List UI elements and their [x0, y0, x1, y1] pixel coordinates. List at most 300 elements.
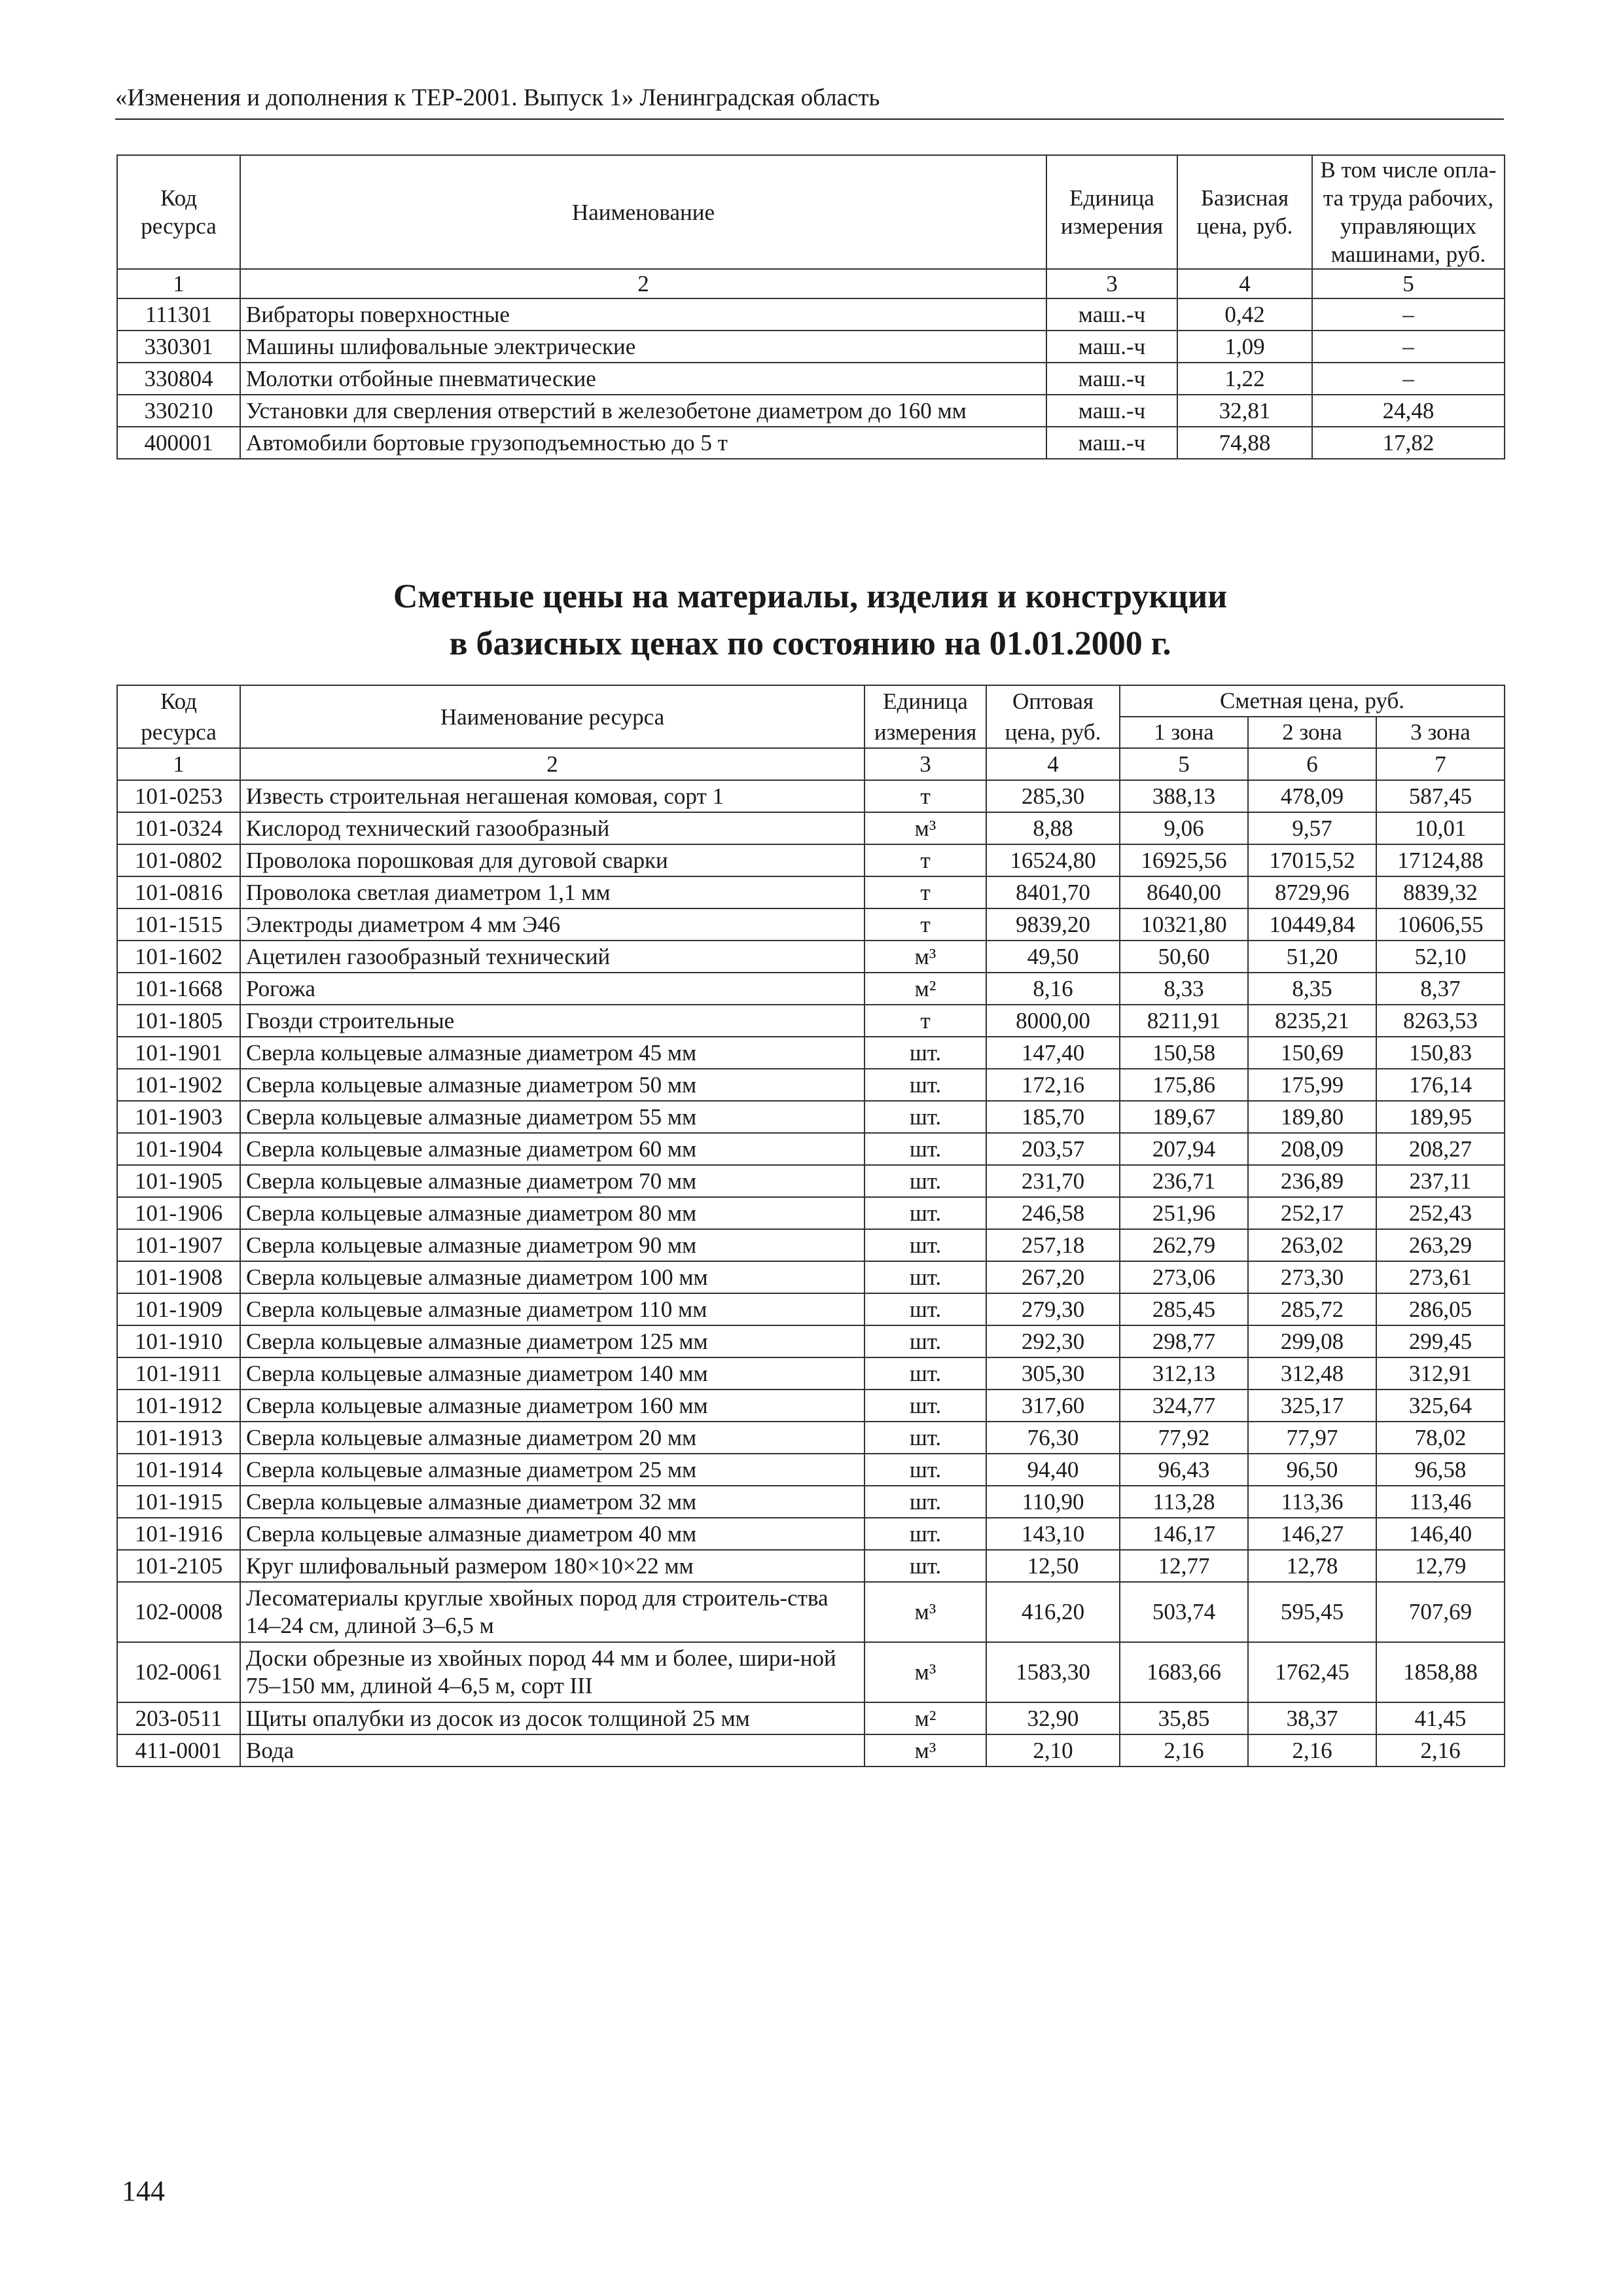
cell-code: 101-1901 — [117, 1037, 240, 1069]
cell-wholesale-price: 8,88 — [986, 812, 1120, 844]
table-row — [117, 973, 1505, 1005]
col-header-zone2: 2 зона — [1248, 717, 1376, 748]
cell-wholesale-price: 8,16 — [986, 973, 1120, 1005]
cell-name: Проволока порошковая для дуговой сварки — [240, 844, 865, 876]
cell-zone3-price: 299,45 — [1376, 1325, 1505, 1357]
cell-zone3-price: 10606,55 — [1376, 908, 1505, 941]
cell-zone1-price: 207,94 — [1120, 1133, 1248, 1165]
cell-unit: шт. — [865, 1325, 986, 1357]
cell-wholesale-price: 1583,30 — [986, 1642, 1120, 1702]
table-row — [117, 1069, 1505, 1101]
cell-zone1-price: 150,58 — [1120, 1037, 1248, 1069]
cell-zone2-price: 12,78 — [1248, 1550, 1376, 1582]
cell-unit: т — [865, 844, 986, 876]
cell-code: 101-1602 — [117, 941, 240, 973]
cell-name: Сверла кольцевые алмазные диаметром 20 мм — [240, 1422, 865, 1454]
cell-name: Лесоматериалы круглые хвойных пород для строитель-ства 14–24 см, длиной 3–6,5 м — [240, 1582, 865, 1642]
cell-unit: маш.-ч — [1046, 298, 1177, 331]
col-header-unit: Единица измерения — [865, 685, 986, 748]
cell-code: 101-1915 — [117, 1486, 240, 1518]
col-number: 5 — [1120, 748, 1248, 780]
cell-zone1-price: 8640,00 — [1120, 876, 1248, 908]
cell-zone1-price: 189,67 — [1120, 1101, 1248, 1133]
table-row — [117, 812, 1505, 844]
cell-zone3-price: 41,45 — [1376, 1702, 1505, 1734]
cell-zone2-price: 8,35 — [1248, 973, 1376, 1005]
cell-zone1-price: 298,77 — [1120, 1325, 1248, 1357]
col-header-estimate: Сметная цена, руб. — [1120, 685, 1505, 717]
cell-unit: шт. — [865, 1261, 986, 1293]
cell-unit: шт. — [865, 1550, 986, 1582]
cell-zone1-price: 251,96 — [1120, 1197, 1248, 1229]
table-row — [117, 331, 1505, 363]
col-number: 2 — [240, 269, 1046, 298]
cell-name: Сверла кольцевые алмазные диаметром 140 мм — [240, 1357, 865, 1390]
section-title — [116, 573, 1504, 668]
cell-name: Сверла кольцевые алмазные диаметром 160 мм — [240, 1390, 865, 1422]
cell-zone1-price: 50,60 — [1120, 941, 1248, 973]
table-row — [117, 844, 1505, 876]
table-row — [117, 941, 1505, 973]
cell-name: Круг шлифовальный размером 180×10×22 мм — [240, 1550, 865, 1582]
cell-zone3-price: 273,61 — [1376, 1261, 1505, 1293]
cell-zone3-price: 189,95 — [1376, 1101, 1505, 1133]
col-number: 6 — [1248, 748, 1376, 780]
cell-name: Автомобили бортовые грузоподъемностью до 5 т — [240, 427, 1046, 459]
table-row — [117, 1357, 1505, 1390]
cell-unit: маш.-ч — [1046, 331, 1177, 363]
cell-wholesale-price: 257,18 — [986, 1229, 1120, 1261]
cell-name: Машины шлифовальные электрические — [240, 331, 1046, 363]
table-row — [117, 1518, 1505, 1550]
cell-zone2-price: 299,08 — [1248, 1325, 1376, 1357]
cell-wholesale-price: 16524,80 — [986, 844, 1120, 876]
col-header-name: Наименование ресурса — [240, 685, 865, 748]
cell-zone2-price: 325,17 — [1248, 1390, 1376, 1422]
table-row — [117, 1165, 1505, 1197]
cell-labor-price: – — [1312, 331, 1505, 363]
cell-name: Молотки отбойные пневматические — [240, 363, 1046, 395]
cell-zone1-price: 2,16 — [1120, 1734, 1248, 1767]
cell-code: 101-1916 — [117, 1518, 240, 1550]
cell-zone2-price: 51,20 — [1248, 941, 1376, 973]
cell-zone1-price: 35,85 — [1120, 1702, 1248, 1734]
cell-zone3-price: 8839,32 — [1376, 876, 1505, 908]
cell-wholesale-price: 416,20 — [986, 1582, 1120, 1642]
table1-body — [117, 298, 1505, 459]
cell-zone1-price: 324,77 — [1120, 1390, 1248, 1422]
cell-unit: шт. — [865, 1229, 986, 1261]
cell-zone1-price: 273,06 — [1120, 1261, 1248, 1293]
cell-unit: шт. — [865, 1486, 986, 1518]
cell-base-price: 1,22 — [1177, 363, 1312, 395]
table-row — [117, 876, 1505, 908]
cell-code: 101-1910 — [117, 1325, 240, 1357]
table-row — [117, 427, 1505, 459]
cell-zone3-price: 286,05 — [1376, 1293, 1505, 1325]
cell-zone3-price: 252,43 — [1376, 1197, 1505, 1229]
table-row — [117, 1702, 1505, 1734]
cell-zone1-price: 96,43 — [1120, 1454, 1248, 1486]
cell-wholesale-price: 76,30 — [986, 1422, 1120, 1454]
machines-table — [116, 154, 1505, 459]
cell-code: 203-0511 — [117, 1702, 240, 1734]
table-row — [117, 1734, 1505, 1767]
col-number: 5 — [1312, 269, 1505, 298]
cell-unit: шт. — [865, 1357, 986, 1390]
cell-zone2-price: 285,72 — [1248, 1293, 1376, 1325]
cell-name: Электроды диаметром 4 мм Э46 — [240, 908, 865, 941]
table2-colnum-row — [117, 748, 1505, 780]
cell-zone2-price: 10449,84 — [1248, 908, 1376, 941]
table-row — [117, 1486, 1505, 1518]
table2-body — [117, 780, 1505, 1767]
cell-unit: т — [865, 876, 986, 908]
cell-unit: шт. — [865, 1390, 986, 1422]
col-header-wholesale: Оптовая цена, руб. — [986, 685, 1120, 748]
cell-zone2-price: 189,80 — [1248, 1101, 1376, 1133]
cell-zone2-price: 9,57 — [1248, 812, 1376, 844]
cell-zone2-price: 8729,96 — [1248, 876, 1376, 908]
cell-name: Ацетилен газообразный технический — [240, 941, 865, 973]
table-row — [117, 1325, 1505, 1357]
cell-zone1-price: 312,13 — [1120, 1357, 1248, 1390]
cell-zone1-price: 77,92 — [1120, 1422, 1248, 1454]
col-header-unit: Единица измерения — [1046, 155, 1177, 269]
table-row — [117, 1101, 1505, 1133]
cell-zone3-price: 237,11 — [1376, 1165, 1505, 1197]
cell-wholesale-price: 317,60 — [986, 1390, 1120, 1422]
cell-name: Доски обрезные из хвойных пород 44 мм и более, шири-ной 75–150 мм, длиной 4–6,5 м, сорт III — [240, 1642, 865, 1702]
cell-zone1-price: 8211,91 — [1120, 1005, 1248, 1037]
cell-zone3-price: 587,45 — [1376, 780, 1505, 812]
cell-zone3-price: 12,79 — [1376, 1550, 1505, 1582]
cell-code: 101-1912 — [117, 1390, 240, 1422]
col-number: 2 — [240, 748, 865, 780]
cell-zone3-price: 263,29 — [1376, 1229, 1505, 1261]
table-row — [117, 363, 1505, 395]
cell-base-price: 32,81 — [1177, 395, 1312, 427]
cell-code: 101-0816 — [117, 876, 240, 908]
col-number: 3 — [1046, 269, 1177, 298]
table-row — [117, 1582, 1505, 1642]
table-row — [117, 1229, 1505, 1261]
cell-zone3-price: 312,91 — [1376, 1357, 1505, 1390]
col-header-labor: В том числе опла-та труда рабочих, управляющих машинами, руб. — [1312, 155, 1505, 269]
col-header-code: Код ресурса — [117, 685, 240, 748]
cell-unit: шт. — [865, 1165, 986, 1197]
cell-wholesale-price: 12,50 — [986, 1550, 1120, 1582]
cell-unit: т — [865, 1005, 986, 1037]
cell-name: Сверла кольцевые алмазные диаметром 80 мм — [240, 1197, 865, 1229]
cell-zone2-price: 208,09 — [1248, 1133, 1376, 1165]
col-header-code: Код ресурса — [117, 155, 240, 269]
cell-unit: м² — [865, 1702, 986, 1734]
cell-code: 101-1914 — [117, 1454, 240, 1486]
cell-name: Сверла кольцевые алмазные диаметром 25 мм — [240, 1454, 865, 1486]
cell-zone3-price: 208,27 — [1376, 1133, 1505, 1165]
cell-code: 411-0001 — [117, 1734, 240, 1767]
cell-name: Рогожа — [240, 973, 865, 1005]
col-number: 1 — [117, 269, 240, 298]
table-row — [117, 1422, 1505, 1454]
cell-zone3-price: 707,69 — [1376, 1582, 1505, 1642]
cell-unit: шт. — [865, 1069, 986, 1101]
cell-zone3-price: 113,46 — [1376, 1486, 1505, 1518]
cell-name: Сверла кольцевые алмазные диаметром 32 мм — [240, 1486, 865, 1518]
cell-wholesale-price: 285,30 — [986, 780, 1120, 812]
cell-code: 101-1903 — [117, 1101, 240, 1133]
cell-name: Сверла кольцевые алмазные диаметром 45 мм — [240, 1037, 865, 1069]
table-row — [117, 1390, 1505, 1422]
cell-code: 101-1902 — [117, 1069, 240, 1101]
cell-name: Сверла кольцевые алмазные диаметром 110 мм — [240, 1293, 865, 1325]
section-title-line2: в базисных ценах по состоянию на 01.01.2000 г. — [449, 625, 1171, 662]
cell-zone2-price: 96,50 — [1248, 1454, 1376, 1486]
col-header-name: Наименование — [240, 155, 1046, 269]
table-row — [117, 1550, 1505, 1582]
cell-code: 102-0061 — [117, 1642, 240, 1702]
cell-zone2-price: 595,45 — [1248, 1582, 1376, 1642]
cell-wholesale-price: 32,90 — [986, 1702, 1120, 1734]
cell-zone1-price: 236,71 — [1120, 1165, 1248, 1197]
cell-zone1-price: 146,17 — [1120, 1518, 1248, 1550]
table-row — [117, 1261, 1505, 1293]
cell-zone2-price: 236,89 — [1248, 1165, 1376, 1197]
cell-unit: шт. — [865, 1197, 986, 1229]
cell-wholesale-price: 2,10 — [986, 1734, 1120, 1767]
cell-unit: м² — [865, 973, 986, 1005]
cell-code: 101-1904 — [117, 1133, 240, 1165]
cell-wholesale-price: 305,30 — [986, 1357, 1120, 1390]
cell-labor-price: – — [1312, 363, 1505, 395]
cell-zone2-price: 146,27 — [1248, 1518, 1376, 1550]
cell-code: 101-0253 — [117, 780, 240, 812]
cell-wholesale-price: 110,90 — [986, 1486, 1120, 1518]
cell-zone2-price: 77,97 — [1248, 1422, 1376, 1454]
cell-unit: шт. — [865, 1037, 986, 1069]
cell-unit: шт. — [865, 1293, 986, 1325]
page-number: 144 — [122, 2175, 165, 2207]
cell-unit: м³ — [865, 1582, 986, 1642]
cell-unit: м³ — [865, 941, 986, 973]
cell-name: Известь строительная негашеная комовая, сорт 1 — [240, 780, 865, 812]
cell-wholesale-price: 172,16 — [986, 1069, 1120, 1101]
col-number: 4 — [1177, 269, 1312, 298]
cell-unit: маш.-ч — [1046, 363, 1177, 395]
cell-wholesale-price: 8401,70 — [986, 876, 1120, 908]
cell-zone3-price: 10,01 — [1376, 812, 1505, 844]
cell-code: 101-1805 — [117, 1005, 240, 1037]
cell-name: Гвозди строительные — [240, 1005, 865, 1037]
cell-zone2-price: 273,30 — [1248, 1261, 1376, 1293]
cell-zone2-price: 17015,52 — [1248, 844, 1376, 876]
cell-unit: шт. — [865, 1518, 986, 1550]
cell-zone3-price: 325,64 — [1376, 1390, 1505, 1422]
cell-code: 101-1906 — [117, 1197, 240, 1229]
cell-name: Сверла кольцевые алмазные диаметром 55 мм — [240, 1101, 865, 1133]
cell-wholesale-price: 246,58 — [986, 1197, 1120, 1229]
cell-code: 330210 — [117, 395, 240, 427]
table-row — [117, 1642, 1505, 1702]
cell-zone1-price: 16925,56 — [1120, 844, 1248, 876]
cell-unit: м³ — [865, 1642, 986, 1702]
cell-code: 101-1907 — [117, 1229, 240, 1261]
cell-code: 101-0324 — [117, 812, 240, 844]
cell-zone1-price: 12,77 — [1120, 1550, 1248, 1582]
cell-wholesale-price: 49,50 — [986, 941, 1120, 973]
cell-code: 101-1908 — [117, 1261, 240, 1293]
cell-wholesale-price: 279,30 — [986, 1293, 1120, 1325]
cell-zone1-price: 503,74 — [1120, 1582, 1248, 1642]
cell-zone3-price: 52,10 — [1376, 941, 1505, 973]
cell-zone1-price: 262,79 — [1120, 1229, 1248, 1261]
cell-wholesale-price: 147,40 — [986, 1037, 1120, 1069]
cell-zone3-price: 78,02 — [1376, 1422, 1505, 1454]
cell-unit: шт. — [865, 1454, 986, 1486]
cell-base-price: 1,09 — [1177, 331, 1312, 363]
cell-unit: шт. — [865, 1133, 986, 1165]
cell-wholesale-price: 185,70 — [986, 1101, 1120, 1133]
running-header: «Изменения и дополнения к ТЕР-2001. Выпуск 1» Ленинградская область — [115, 84, 1504, 120]
cell-wholesale-price: 143,10 — [986, 1518, 1120, 1550]
cell-zone3-price: 146,40 — [1376, 1518, 1505, 1550]
cell-name: Сверла кольцевые алмазные диаметром 60 мм — [240, 1133, 865, 1165]
cell-zone2-price: 312,48 — [1248, 1357, 1376, 1390]
col-number: 4 — [986, 748, 1120, 780]
col-number: 1 — [117, 748, 240, 780]
cell-code: 400001 — [117, 427, 240, 459]
cell-zone1-price: 113,28 — [1120, 1486, 1248, 1518]
cell-code: 102-0008 — [117, 1582, 240, 1642]
cell-unit: м³ — [865, 1734, 986, 1767]
table-row — [117, 1005, 1505, 1037]
cell-name: Установки для сверления отверстий в железобетоне диаметром до 160 мм — [240, 395, 1046, 427]
cell-zone3-price: 17124,88 — [1376, 844, 1505, 876]
cell-code: 330804 — [117, 363, 240, 395]
cell-zone3-price: 176,14 — [1376, 1069, 1505, 1101]
table2-header-row — [117, 685, 1505, 717]
cell-code: 101-1905 — [117, 1165, 240, 1197]
cell-zone2-price: 175,99 — [1248, 1069, 1376, 1101]
cell-name: Вибраторы поверхностные — [240, 298, 1046, 331]
cell-unit: т — [865, 908, 986, 941]
cell-code: 101-1668 — [117, 973, 240, 1005]
table-row — [117, 1454, 1505, 1486]
cell-wholesale-price: 292,30 — [986, 1325, 1120, 1357]
cell-zone2-price: 38,37 — [1248, 1702, 1376, 1734]
cell-unit: шт. — [865, 1101, 986, 1133]
cell-zone2-price: 252,17 — [1248, 1197, 1376, 1229]
cell-code: 101-0802 — [117, 844, 240, 876]
cell-name: Проволока светлая диаметром 1,1 мм — [240, 876, 865, 908]
cell-code: 111301 — [117, 298, 240, 331]
cell-wholesale-price: 203,57 — [986, 1133, 1120, 1165]
cell-base-price: 0,42 — [1177, 298, 1312, 331]
cell-unit: маш.-ч — [1046, 395, 1177, 427]
cell-code: 330301 — [117, 331, 240, 363]
cell-zone1-price: 10321,80 — [1120, 908, 1248, 941]
cell-zone1-price: 8,33 — [1120, 973, 1248, 1005]
materials-table — [116, 685, 1505, 1767]
cell-name: Кислород технический газообразный — [240, 812, 865, 844]
cell-code: 101-1909 — [117, 1293, 240, 1325]
cell-zone3-price: 2,16 — [1376, 1734, 1505, 1767]
cell-zone3-price: 96,58 — [1376, 1454, 1505, 1486]
cell-labor-price: 24,48 — [1312, 395, 1505, 427]
cell-zone2-price: 113,36 — [1248, 1486, 1376, 1518]
cell-unit: шт. — [865, 1422, 986, 1454]
col-header-zone3: 3 зона — [1376, 717, 1505, 748]
table-row — [117, 780, 1505, 812]
cell-zone2-price: 478,09 — [1248, 780, 1376, 812]
cell-zone2-price: 263,02 — [1248, 1229, 1376, 1261]
cell-base-price: 74,88 — [1177, 427, 1312, 459]
cell-zone2-price: 1762,45 — [1248, 1642, 1376, 1702]
table-row — [117, 908, 1505, 941]
cell-zone3-price: 8263,53 — [1376, 1005, 1505, 1037]
cell-unit: маш.-ч — [1046, 427, 1177, 459]
table-row — [117, 1037, 1505, 1069]
cell-wholesale-price: 8000,00 — [986, 1005, 1120, 1037]
cell-code: 101-1515 — [117, 908, 240, 941]
table-row — [117, 1133, 1505, 1165]
cell-code: 101-1913 — [117, 1422, 240, 1454]
col-header-base-price: Базисная цена, руб. — [1177, 155, 1312, 269]
cell-name: Сверла кольцевые алмазные диаметром 100 мм — [240, 1261, 865, 1293]
cell-name: Сверла кольцевые алмазные диаметром 40 мм — [240, 1518, 865, 1550]
cell-zone3-price: 150,83 — [1376, 1037, 1505, 1069]
section-title-line1: Сметные цены на материалы, изделия и конструкции — [393, 578, 1228, 615]
cell-zone2-price: 2,16 — [1248, 1734, 1376, 1767]
table-row — [117, 1197, 1505, 1229]
cell-wholesale-price: 9839,20 — [986, 908, 1120, 941]
cell-code: 101-1911 — [117, 1357, 240, 1390]
cell-name: Вода — [240, 1734, 865, 1767]
table1-colnum-row — [117, 269, 1505, 298]
table1-header-row — [117, 155, 1505, 269]
cell-wholesale-price: 94,40 — [986, 1454, 1120, 1486]
cell-zone2-price: 150,69 — [1248, 1037, 1376, 1069]
table-row — [117, 395, 1505, 427]
cell-zone1-price: 9,06 — [1120, 812, 1248, 844]
cell-zone3-price: 8,37 — [1376, 973, 1505, 1005]
cell-name: Сверла кольцевые алмазные диаметром 70 мм — [240, 1165, 865, 1197]
cell-zone3-price: 1858,88 — [1376, 1642, 1505, 1702]
table-row — [117, 1293, 1505, 1325]
cell-labor-price: 17,82 — [1312, 427, 1505, 459]
cell-zone1-price: 285,45 — [1120, 1293, 1248, 1325]
cell-zone2-price: 8235,21 — [1248, 1005, 1376, 1037]
cell-zone1-price: 1683,66 — [1120, 1642, 1248, 1702]
cell-zone1-price: 388,13 — [1120, 780, 1248, 812]
cell-wholesale-price: 267,20 — [986, 1261, 1120, 1293]
cell-labor-price: – — [1312, 298, 1505, 331]
cell-zone1-price: 175,86 — [1120, 1069, 1248, 1101]
cell-name: Сверла кольцевые алмазные диаметром 50 мм — [240, 1069, 865, 1101]
cell-name: Сверла кольцевые алмазные диаметром 125 мм — [240, 1325, 865, 1357]
table-row — [117, 298, 1505, 331]
cell-wholesale-price: 231,70 — [986, 1165, 1120, 1197]
col-header-zone1: 1 зона — [1120, 717, 1248, 748]
col-number: 3 — [865, 748, 986, 780]
cell-unit: м³ — [865, 812, 986, 844]
cell-name: Сверла кольцевые алмазные диаметром 90 мм — [240, 1229, 865, 1261]
cell-name: Щиты опалубки из досок из досок толщиной 25 мм — [240, 1702, 865, 1734]
cell-unit: т — [865, 780, 986, 812]
cell-code: 101-2105 — [117, 1550, 240, 1582]
col-number: 7 — [1376, 748, 1505, 780]
